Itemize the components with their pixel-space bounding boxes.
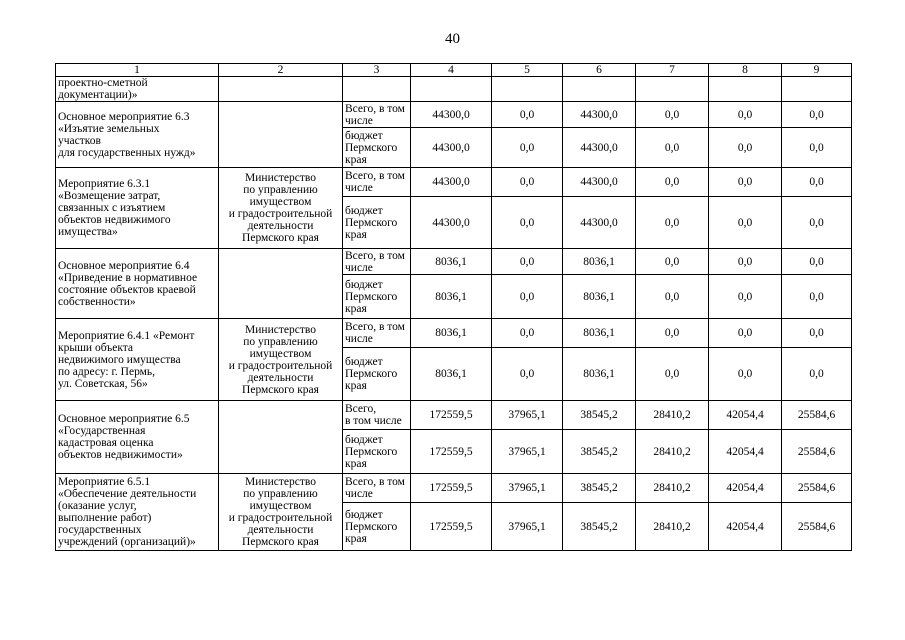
text-line: имуществом <box>249 347 312 360</box>
text-line: собственности» <box>58 295 136 308</box>
amount-cell: 37965,1 <box>492 401 563 430</box>
text-line: Министерство <box>245 323 316 336</box>
text-line: Пермского <box>345 290 398 303</box>
continuation-row <box>56 77 852 102</box>
text-line: края <box>345 380 367 392</box>
text-line: по управлению <box>243 335 318 348</box>
amount-cell: 0,0 <box>636 249 709 275</box>
text-line: по адресу: г. Пермь, <box>58 365 156 378</box>
amount-cell: 44300,0 <box>411 168 492 197</box>
amount-cell: 0,0 <box>492 102 563 128</box>
empty-cell <box>492 77 563 102</box>
amount-cell: 42054,4 <box>709 503 782 551</box>
text-line: «Возмещение затрат, <box>58 190 161 202</box>
text-line: Пермского <box>345 216 398 229</box>
amount-cell: 172559,5 <box>411 503 492 551</box>
funding-source-cell <box>343 197 411 249</box>
page-number: 40 <box>445 31 460 47</box>
text-line: недвижимого имущества <box>58 353 181 366</box>
executor-cell <box>219 102 343 168</box>
text-line: «Изъятие земельных <box>58 122 160 135</box>
measure-name-cell <box>56 249 219 319</box>
amount-cell: 0,0 <box>782 168 852 197</box>
executor-cell <box>219 401 343 474</box>
funding-source-cell <box>343 275 411 319</box>
funding-source-cell <box>343 168 411 197</box>
amount-cell: 0,0 <box>492 197 563 249</box>
text-line: выполнение работ) <box>58 512 152 524</box>
amount-cell: 28410,2 <box>636 503 709 551</box>
text-line: края <box>345 532 367 545</box>
empty-cell <box>709 77 782 102</box>
amount-cell: 172559,5 <box>411 401 492 430</box>
funding-source-cell <box>343 503 411 551</box>
amount-cell: 8036,1 <box>563 319 636 348</box>
executor-cell <box>219 319 343 401</box>
amount-cell: 0,0 <box>492 275 563 319</box>
text-line: документации)» <box>58 89 138 101</box>
funding-source-cell <box>343 319 411 348</box>
amount-cell: 37965,1 <box>492 430 563 474</box>
amount-cell: 172559,5 <box>411 430 492 474</box>
text-line: «Обеспечение деятельности <box>58 488 197 500</box>
amount-cell: 8036,1 <box>411 348 492 401</box>
text-line: Пермского <box>345 445 398 458</box>
amount-cell: 38545,2 <box>563 474 636 503</box>
amount-cell: 44300,0 <box>563 168 636 197</box>
text-line: бюджет <box>345 204 383 217</box>
text-line: и градостроительной <box>228 359 333 372</box>
measure-name-cell <box>56 77 219 102</box>
text-line: проектно-сметной <box>58 77 148 89</box>
executor-cell <box>219 168 343 249</box>
text-line: Мероприятие 6.4.1 «Ремонт <box>58 329 195 342</box>
amount-cell: 0,0 <box>636 128 709 168</box>
amount-cell: 0,0 <box>782 128 852 168</box>
text-line: имуществом <box>249 500 312 512</box>
text-line: края <box>345 302 367 315</box>
amount-cell: 8036,1 <box>563 249 636 275</box>
text-line: участков <box>58 134 101 147</box>
text-line: объектов недвижимого <box>58 214 171 226</box>
amount-cell: 44300,0 <box>563 128 636 168</box>
text-line: бюджет <box>345 356 383 368</box>
amount-cell: 44300,0 <box>563 102 636 128</box>
text-line: Всего, <box>345 403 377 415</box>
table-row <box>56 168 852 197</box>
header-cell: 3 <box>343 64 411 77</box>
text-line: ул. Советская, 56» <box>58 377 148 390</box>
text-line: Пермского края <box>242 383 319 396</box>
table-row <box>56 102 852 128</box>
text-line: Пермского <box>345 368 398 380</box>
text-line: для государственных нужд» <box>58 146 196 159</box>
header-cell: 7 <box>636 64 709 77</box>
text-line: деятельности <box>247 524 314 536</box>
empty-cell <box>411 77 492 102</box>
amount-cell: 37965,1 <box>492 503 563 551</box>
amount-cell: 8036,1 <box>411 275 492 319</box>
text-line: связанных с изъятием <box>58 202 166 214</box>
amount-cell: 0,0 <box>492 319 563 348</box>
amount-cell: 0,0 <box>492 168 563 197</box>
amount-cell: 0,0 <box>492 249 563 275</box>
text-line: государственных <box>58 524 142 536</box>
text-line: Основное мероприятие 6.5 <box>58 413 190 425</box>
text-line: Мероприятие 6.3.1 <box>58 178 151 190</box>
amount-cell: 0,0 <box>782 348 852 401</box>
text-line: бюджет <box>345 433 383 446</box>
text-line: бюджет <box>345 508 383 521</box>
measure-name-cell <box>56 319 219 401</box>
amount-cell: 28410,2 <box>636 401 709 430</box>
text-line: и градостроительной <box>228 512 333 524</box>
text-line: Основное мероприятие 6.4 <box>58 259 190 272</box>
amount-cell: 172559,5 <box>411 474 492 503</box>
amount-cell: 42054,4 <box>709 401 782 430</box>
amount-cell: 0,0 <box>709 197 782 249</box>
amount-cell: 0,0 <box>782 102 852 128</box>
text-line: Всего, в том <box>345 321 405 333</box>
text-line: (оказание услуг, <box>58 500 137 512</box>
amount-cell: 25584,6 <box>782 503 852 551</box>
amount-cell: 0,0 <box>709 102 782 128</box>
budget-table <box>55 63 852 551</box>
amount-cell: 0,0 <box>709 128 782 168</box>
empty-cell <box>563 77 636 102</box>
text-line: «Приведение в нормативное <box>58 271 198 284</box>
measure-name-cell <box>56 474 219 551</box>
empty-cell <box>782 77 852 102</box>
text-line: деятельности <box>247 371 314 384</box>
measure-name-cell <box>56 401 219 474</box>
text-line: бюджет <box>345 278 383 291</box>
text-line: кадастровая оценка <box>58 437 154 449</box>
funding-source-cell <box>343 102 411 128</box>
amount-cell: 38545,2 <box>563 401 636 430</box>
executor-cell <box>219 474 343 551</box>
funding-source-cell <box>343 128 411 168</box>
header-cell: 9 <box>782 64 852 77</box>
amount-cell: 38545,2 <box>563 503 636 551</box>
text-line: «Государственная <box>58 425 146 437</box>
header-row <box>56 64 852 77</box>
funding-source-cell <box>343 249 411 275</box>
text-line: крыши объекта <box>58 341 134 354</box>
text-line: Пермского <box>345 141 398 154</box>
text-line: состояние объектов краевой <box>58 283 196 296</box>
text-line: по управлению <box>243 184 318 196</box>
amount-cell: 42054,4 <box>709 474 782 503</box>
table-row <box>56 401 852 430</box>
amount-cell: 28410,2 <box>636 474 709 503</box>
amount-cell: 8036,1 <box>411 319 492 348</box>
measure-name-cell <box>56 168 219 249</box>
text-line: имуществом <box>249 196 312 208</box>
amount-cell: 0,0 <box>782 319 852 348</box>
text-line: в том числе <box>345 415 402 427</box>
text-line: Всего, в том <box>345 249 405 262</box>
text-line: Всего, в том <box>345 170 405 182</box>
amount-cell: 0,0 <box>636 168 709 197</box>
text-line: объектов недвижимости» <box>58 449 183 461</box>
executor-cell <box>219 249 343 319</box>
text-line: Пермского края <box>242 232 319 244</box>
amount-cell: 0,0 <box>492 348 563 401</box>
header-cell: 2 <box>219 64 343 77</box>
text-line: имущества» <box>58 226 118 238</box>
text-line: края <box>345 228 367 241</box>
text-line: Всего, в том <box>345 102 405 115</box>
amount-cell: 42054,4 <box>709 430 782 474</box>
empty-cell <box>636 77 709 102</box>
amount-cell: 0,0 <box>709 249 782 275</box>
amount-cell: 0,0 <box>709 168 782 197</box>
table-body <box>56 64 852 551</box>
amount-cell: 0,0 <box>636 275 709 319</box>
amount-cell: 37965,1 <box>492 474 563 503</box>
amount-cell: 8036,1 <box>411 249 492 275</box>
text-line: деятельности <box>247 220 314 232</box>
text-line: числе <box>345 114 373 127</box>
text-line: числе <box>345 333 373 345</box>
amount-cell: 8036,1 <box>563 275 636 319</box>
text-line: Министерство <box>245 476 316 488</box>
table-row <box>56 249 852 275</box>
text-line: края <box>345 153 367 166</box>
text-line: Мероприятие 6.5.1 <box>58 476 151 488</box>
amount-cell: 44300,0 <box>411 128 492 168</box>
text-line: Всего, в том <box>345 476 405 488</box>
measure-name-cell <box>56 102 219 168</box>
amount-cell: 0,0 <box>636 102 709 128</box>
funding-source-cell <box>343 348 411 401</box>
funding-source-cell <box>343 474 411 503</box>
header-cell: 5 <box>492 64 563 77</box>
amount-cell: 25584,6 <box>782 401 852 430</box>
text-line: Пермского <box>345 520 398 533</box>
amount-cell: 8036,1 <box>563 348 636 401</box>
amount-cell: 44300,0 <box>411 102 492 128</box>
text-line: учреждений (организаций)» <box>58 536 196 548</box>
header-cell: 8 <box>709 64 782 77</box>
amount-cell: 44300,0 <box>563 197 636 249</box>
empty-cell <box>343 77 411 102</box>
text-line: Министерство <box>245 172 316 184</box>
funding-source-cell <box>343 430 411 474</box>
amount-cell: 0,0 <box>636 197 709 249</box>
table-row <box>56 319 852 348</box>
amount-cell: 0,0 <box>636 319 709 348</box>
amount-cell: 25584,6 <box>782 474 852 503</box>
amount-cell: 0,0 <box>782 275 852 319</box>
text-line: и градостроительной <box>228 208 333 220</box>
amount-cell: 0,0 <box>709 275 782 319</box>
amount-cell: 0,0 <box>709 348 782 401</box>
header-cell: 4 <box>411 64 492 77</box>
amount-cell: 25584,6 <box>782 430 852 474</box>
amount-cell: 0,0 <box>636 348 709 401</box>
amount-cell: 0,0 <box>782 249 852 275</box>
amount-cell: 28410,2 <box>636 430 709 474</box>
amount-cell: 44300,0 <box>411 197 492 249</box>
empty-cell <box>219 77 343 102</box>
header-cell: 6 <box>563 64 636 77</box>
text-line: по управлению <box>243 488 318 500</box>
amount-cell: 38545,2 <box>563 430 636 474</box>
header-cell: 1 <box>56 64 219 77</box>
text-line: края <box>345 457 367 470</box>
amount-cell: 0,0 <box>709 319 782 348</box>
text-line: числе <box>345 488 373 500</box>
funding-source-cell <box>343 401 411 430</box>
text-line: Основное мероприятие 6.3 <box>58 110 190 123</box>
amount-cell: 0,0 <box>782 197 852 249</box>
text-line: Пермского края <box>242 536 319 548</box>
table-row <box>56 474 852 503</box>
amount-cell: 0,0 <box>492 128 563 168</box>
text-line: бюджет <box>345 129 383 142</box>
text-line: числе <box>345 261 373 274</box>
text-line: числе <box>345 182 373 194</box>
